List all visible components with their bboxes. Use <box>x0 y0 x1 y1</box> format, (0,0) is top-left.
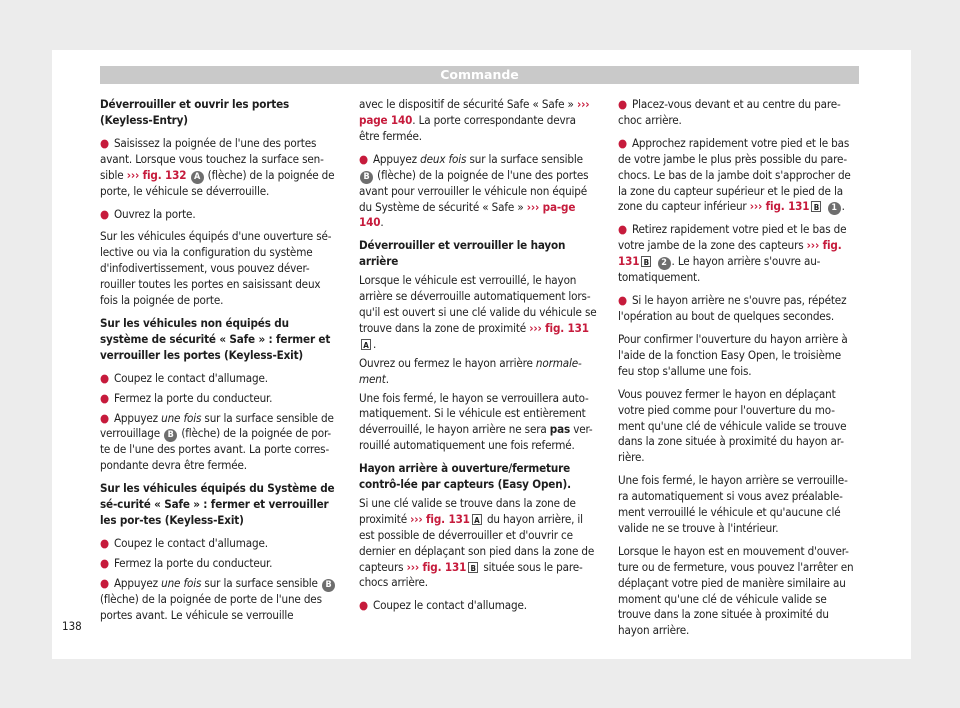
page-link[interactable]: ››› page 140 <box>359 97 590 127</box>
paragraph: Une fois fermé, le hayon se verrouillera auto-matiquement. Si le véhicule est entièrement déverrouillé, le hayon arrière ne sera pas ver-rouillé automatiquement une fois refermé. <box>359 390 593 453</box>
bullet-icon: ● <box>100 410 109 425</box>
heading-safe-lock: Sur les véhicules équipés du Système de sé-curité « Safe » : fermer et verrouiller les por-tes (Keyless-Exit) <box>100 481 335 528</box>
paragraph: Vous pouvez fermer le hayon en déplaçant votre pied comme pour l'ouverture du mo-ment qu'une clé de véhicule valide se trouve dans la zone située à proximité du hayon ar-rière. <box>618 386 847 465</box>
section-header: Commande <box>100 66 859 84</box>
figure-link[interactable]: ››› fig. 131 <box>410 511 470 526</box>
paragraph: Sur les véhicules équipés d'une ouverture sé-lective ou via la configuration du système d'infodivertissement, vous pouvez déver-rouiller toutes les portes en saisissant deux fois la poignée de porte. <box>100 229 332 308</box>
bullet-icon: ● <box>359 151 368 166</box>
bullet-item: ● Appuyez deux fois sur la surface sensible B (flèche) de la poignée de l'une des portes avant pour verrouiller le véhicule non équipé du Système de sécurité « Safe » ››› pa-ge 140. <box>359 151 589 230</box>
bullet-item: ● Appuyez une fois sur la surface sensible B (flèche) de la poignée de porte de l'une des portes avant. Le véhicule se verrouille <box>100 576 340 624</box>
bullet-item: ● Appuyez une fois sur la surface sensible de verrouillage B (flèche) de la poignée de por-te de l'une des portes avant. La porte corres-pondante devra être fermée. <box>100 410 334 473</box>
step-badge: 2 <box>658 257 671 270</box>
bullet-icon: ● <box>100 575 109 590</box>
paragraph: Pour confirmer l'ouverture du hayon arrière à l'aide de la fonction Easy Open, le troisième feu stop s'allume une fois. <box>618 331 848 378</box>
bullet-icon: ● <box>100 370 109 385</box>
step-badge: 1 <box>828 202 841 215</box>
figure-link[interactable]: ››› fig. 131 <box>406 559 467 574</box>
bullet-item: ● Approchez rapidement votre pied et le bas de votre jambe le plus près possible du pare-chocs. Le bas de la jambe doit s'approcher de la zone du capteur supérieur et le pied de la zone du capteur inférieur ››› fig. 131 B 1 . <box>618 135 851 214</box>
bullet-icon: ● <box>100 535 109 550</box>
page-link[interactable]: ››› pa-ge 140 <box>359 199 576 230</box>
heading-easy-open: Hayon arrière à ouverture/fermeture contrô-lée par capteurs (Easy Open). <box>359 461 571 492</box>
bullet-icon: ● <box>100 206 109 221</box>
bullet-icon: ● <box>618 135 627 150</box>
bullet-icon: ● <box>100 135 109 150</box>
figure-link[interactable]: ››› fig. 131 <box>618 238 842 269</box>
heading-keyless-entry: Déverrouiller et ouvrir les portes (Keyless-Entry) <box>100 97 290 127</box>
bullet-item: ● Fermez la porte du conducteur. <box>100 390 273 405</box>
column-right <box>618 97 858 646</box>
bullet-icon: ● <box>618 222 627 237</box>
paragraph: avec le dispositif de sécurité Safe « Safe » ››› page 140. La porte correspondante devra être fermée. <box>359 97 590 143</box>
bullet-icon: ● <box>618 293 627 308</box>
bullet-icon: ● <box>618 97 627 111</box>
label-badge: B <box>360 171 373 184</box>
label-badge: A <box>191 171 204 184</box>
bullet-icon: ● <box>359 598 368 613</box>
figure-link[interactable]: ››› fig. 132 <box>126 167 187 182</box>
bullet-icon: ● <box>100 390 109 405</box>
column-left <box>100 97 340 631</box>
bullet-item: ● Coupez le contact d'allumage. <box>100 535 268 550</box>
paragraph: Lorsque le hayon est en mouvement d'ouver-ture ou de fermeture, vous pouvez l'arrêter en déplaçant votre pied de manière similaire au moment qu'une clé de véhicule valide se trouve dans la zone située à proximité du hayon arrière. <box>618 543 854 638</box>
paragraph: Si une clé valide se trouve dans la zone de proximité ››› fig. 131 A du hayon arrière, il est possible de déverrouiller et d'ouvrir ce dernier en déplaçant son pied dans la zone de capteurs ››› fig. 131 B située sous le pare-chocs arrière. <box>359 495 595 590</box>
bullet-item: ● Fermez la porte du conducteur. <box>100 555 273 570</box>
bullet-item: ● Placez-vous devant et au centre du pare-choc arrière. <box>618 97 841 127</box>
figure-label-box: A <box>472 514 482 525</box>
bullet-item: ● Ouvrez la porte. <box>100 206 196 221</box>
column-middle <box>359 97 599 621</box>
heading-tailgate-lock: Déverrouiller et verrouiller le hayon arrière <box>359 238 566 269</box>
label-badge: B <box>322 579 335 592</box>
paragraph: Lorsque le véhicule est verrouillé, le hayon arrière se déverrouille automatiquement lors-qu'il est ouvert si une clé valide du véhicule se trouve dans la zone de proximité ››› fig. 131A . <box>359 273 597 351</box>
bullet-icon: ● <box>100 555 109 570</box>
paragraph: Ouvrez ou fermez le hayon arrière normale-ment. <box>359 355 582 386</box>
figure-label-box: B <box>811 201 821 212</box>
bullet-item: ● Saisissez la poignée de l'une des portes avant. Lorsque vous touchez la surface sen-sible ››› fig. 132 A (flèche) de la poignée de porte, le véhicule se déverrouille. <box>100 135 335 198</box>
figure-link[interactable]: ››› fig. 131 <box>749 199 810 214</box>
bullet-item: ● Coupez le contact d'allumage. <box>100 370 268 385</box>
page-number: 138 <box>62 619 82 633</box>
figure-label-box: B <box>468 562 478 573</box>
figure-label-box: A <box>361 339 371 350</box>
bullet-item: ● Retirez rapidement votre pied et le bas de votre jambe de la zone des capteurs ››› fig. 131 B 2 . Le hayon arrière s'ouvre au-tomatiquement. <box>618 222 847 285</box>
figure-label-box: B <box>641 256 651 267</box>
label-badge: B <box>164 429 177 442</box>
figure-link[interactable]: ››› fig. 131 <box>529 320 589 335</box>
heading-keyless-exit: Sur les véhicules non équipés du système de sécurité « Safe » : fermer et verrouiller les portes (Keyless-Exit) <box>100 315 331 362</box>
bullet-item: ● Coupez le contact d'allumage. <box>359 598 527 613</box>
bullet-item: ● Si le hayon arrière ne s'ouvre pas, répétez l'opération au bout de quelques secondes. <box>618 293 847 324</box>
paragraph: Une fois fermé, le hayon arrière se verrouille-ra automatiquement si vous avez préalable-ment verrouillé le véhicule et qu'aucune clé valide ne se trouve à l'intérieur. <box>618 473 848 535</box>
